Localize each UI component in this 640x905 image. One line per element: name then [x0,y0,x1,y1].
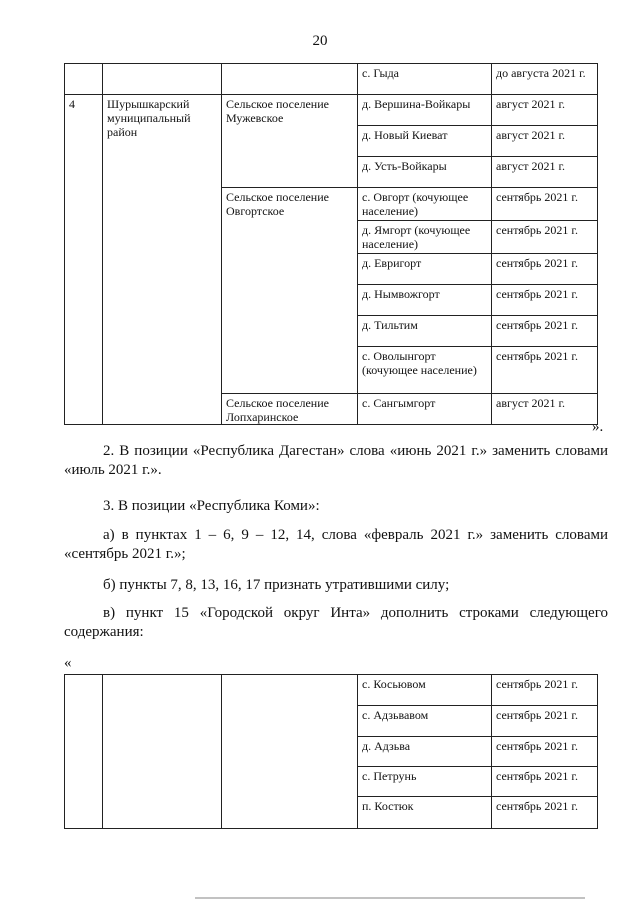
cell-locality: с. Сангымгорт [358,394,492,425]
cell-date: сентябрь 2021 г. [492,767,598,797]
cell-date: август 2021 г. [492,157,598,188]
paragraph-3c: в) пункт 15 «Городской округ Инта» дополнить строками следующего содержания: [64,605,608,640]
table-row [65,675,598,706]
cell-settlement: Сельское поселение Лопхаринское [222,394,358,425]
cell-date: сентябрь 2021 г. [492,285,598,316]
cell-locality: с. Косьювом [358,675,492,706]
paragraph-2: 2. В позиции «Республика Дагестан» слова «июнь 2021 г.» заменить словами «июль 2021 г.». [64,443,608,478]
settlements-table [64,63,598,425]
cell-date: до августа 2021 г. [492,64,598,95]
cell-date: сентябрь 2021 г. [492,254,598,285]
cell-locality: д. Евригорт [358,254,492,285]
cell-locality: д. Новый Киеват [358,126,492,157]
cell-locality: с. Адзьвавом [358,706,492,737]
scan-artifact-line [195,897,585,899]
cell-date: сентябрь 2021 г. [492,316,598,347]
cell-number: 4 [65,95,103,425]
closing-quote: ». [592,419,604,435]
cell-date: сентябрь 2021 г. [492,675,598,706]
cell-date: август 2021 г. [492,126,598,157]
cell-locality: д. Адзьва [358,737,492,767]
page-number: 20 [312,33,328,49]
cell-locality: д. Тильтим [358,316,492,347]
table-row [65,64,598,95]
cell-settlement: Сельское поселение Овгортское [222,188,358,394]
cell-date: сентябрь 2021 г. [492,188,598,221]
cell-locality: с. Петрунь [358,767,492,797]
cell-locality: с. Гыда [358,64,492,95]
cell-settlement [222,64,358,95]
cell-settlement: Сельское поселение Мужевское [222,95,358,188]
cell-date: август 2021 г. [492,95,598,126]
cell-date: сентябрь 2021 г. [492,221,598,254]
cell-locality: д. Нымвожгорт [358,285,492,316]
cell-settlement [222,675,358,829]
cell-number [65,675,103,829]
cell-date: сентябрь 2021 г. [492,737,598,767]
cell-locality: д. Усть-Войкары [358,157,492,188]
paragraph-3a: а) в пунктах 1 – 6, 9 – 12, 14, слова «февраль 2021 г.» заменить словами «сентябрь 2021 г.»; [64,527,608,562]
cell-locality: д. Ямгорт (кочующее население) [358,221,492,254]
cell-district [103,675,222,829]
additional-settlements-table [64,674,598,829]
cell-date: сентябрь 2021 г. [492,347,598,394]
cell-locality: п. Костюк [358,797,492,829]
opening-quote: « [64,655,72,671]
paragraph-3: 3. В позиции «Республика Коми»: [103,498,320,514]
cell-locality: с. Овгорт (кочующее население) [358,188,492,221]
cell-date: сентябрь 2021 г. [492,797,598,829]
cell-district [103,64,222,95]
cell-district: Шурышкарский муниципальный район [103,95,222,425]
cell-date: сентябрь 2021 г. [492,706,598,737]
cell-number [65,64,103,95]
paragraph-3b: б) пункты 7, 8, 13, 16, 17 признать утратившими силу; [103,577,450,593]
cell-locality: д. Вершина-Войкары [358,95,492,126]
cell-locality: с. Оволынгорт (кочующее население) [358,347,492,394]
cell-date: август 2021 г. [492,394,598,425]
table-row [65,95,598,126]
